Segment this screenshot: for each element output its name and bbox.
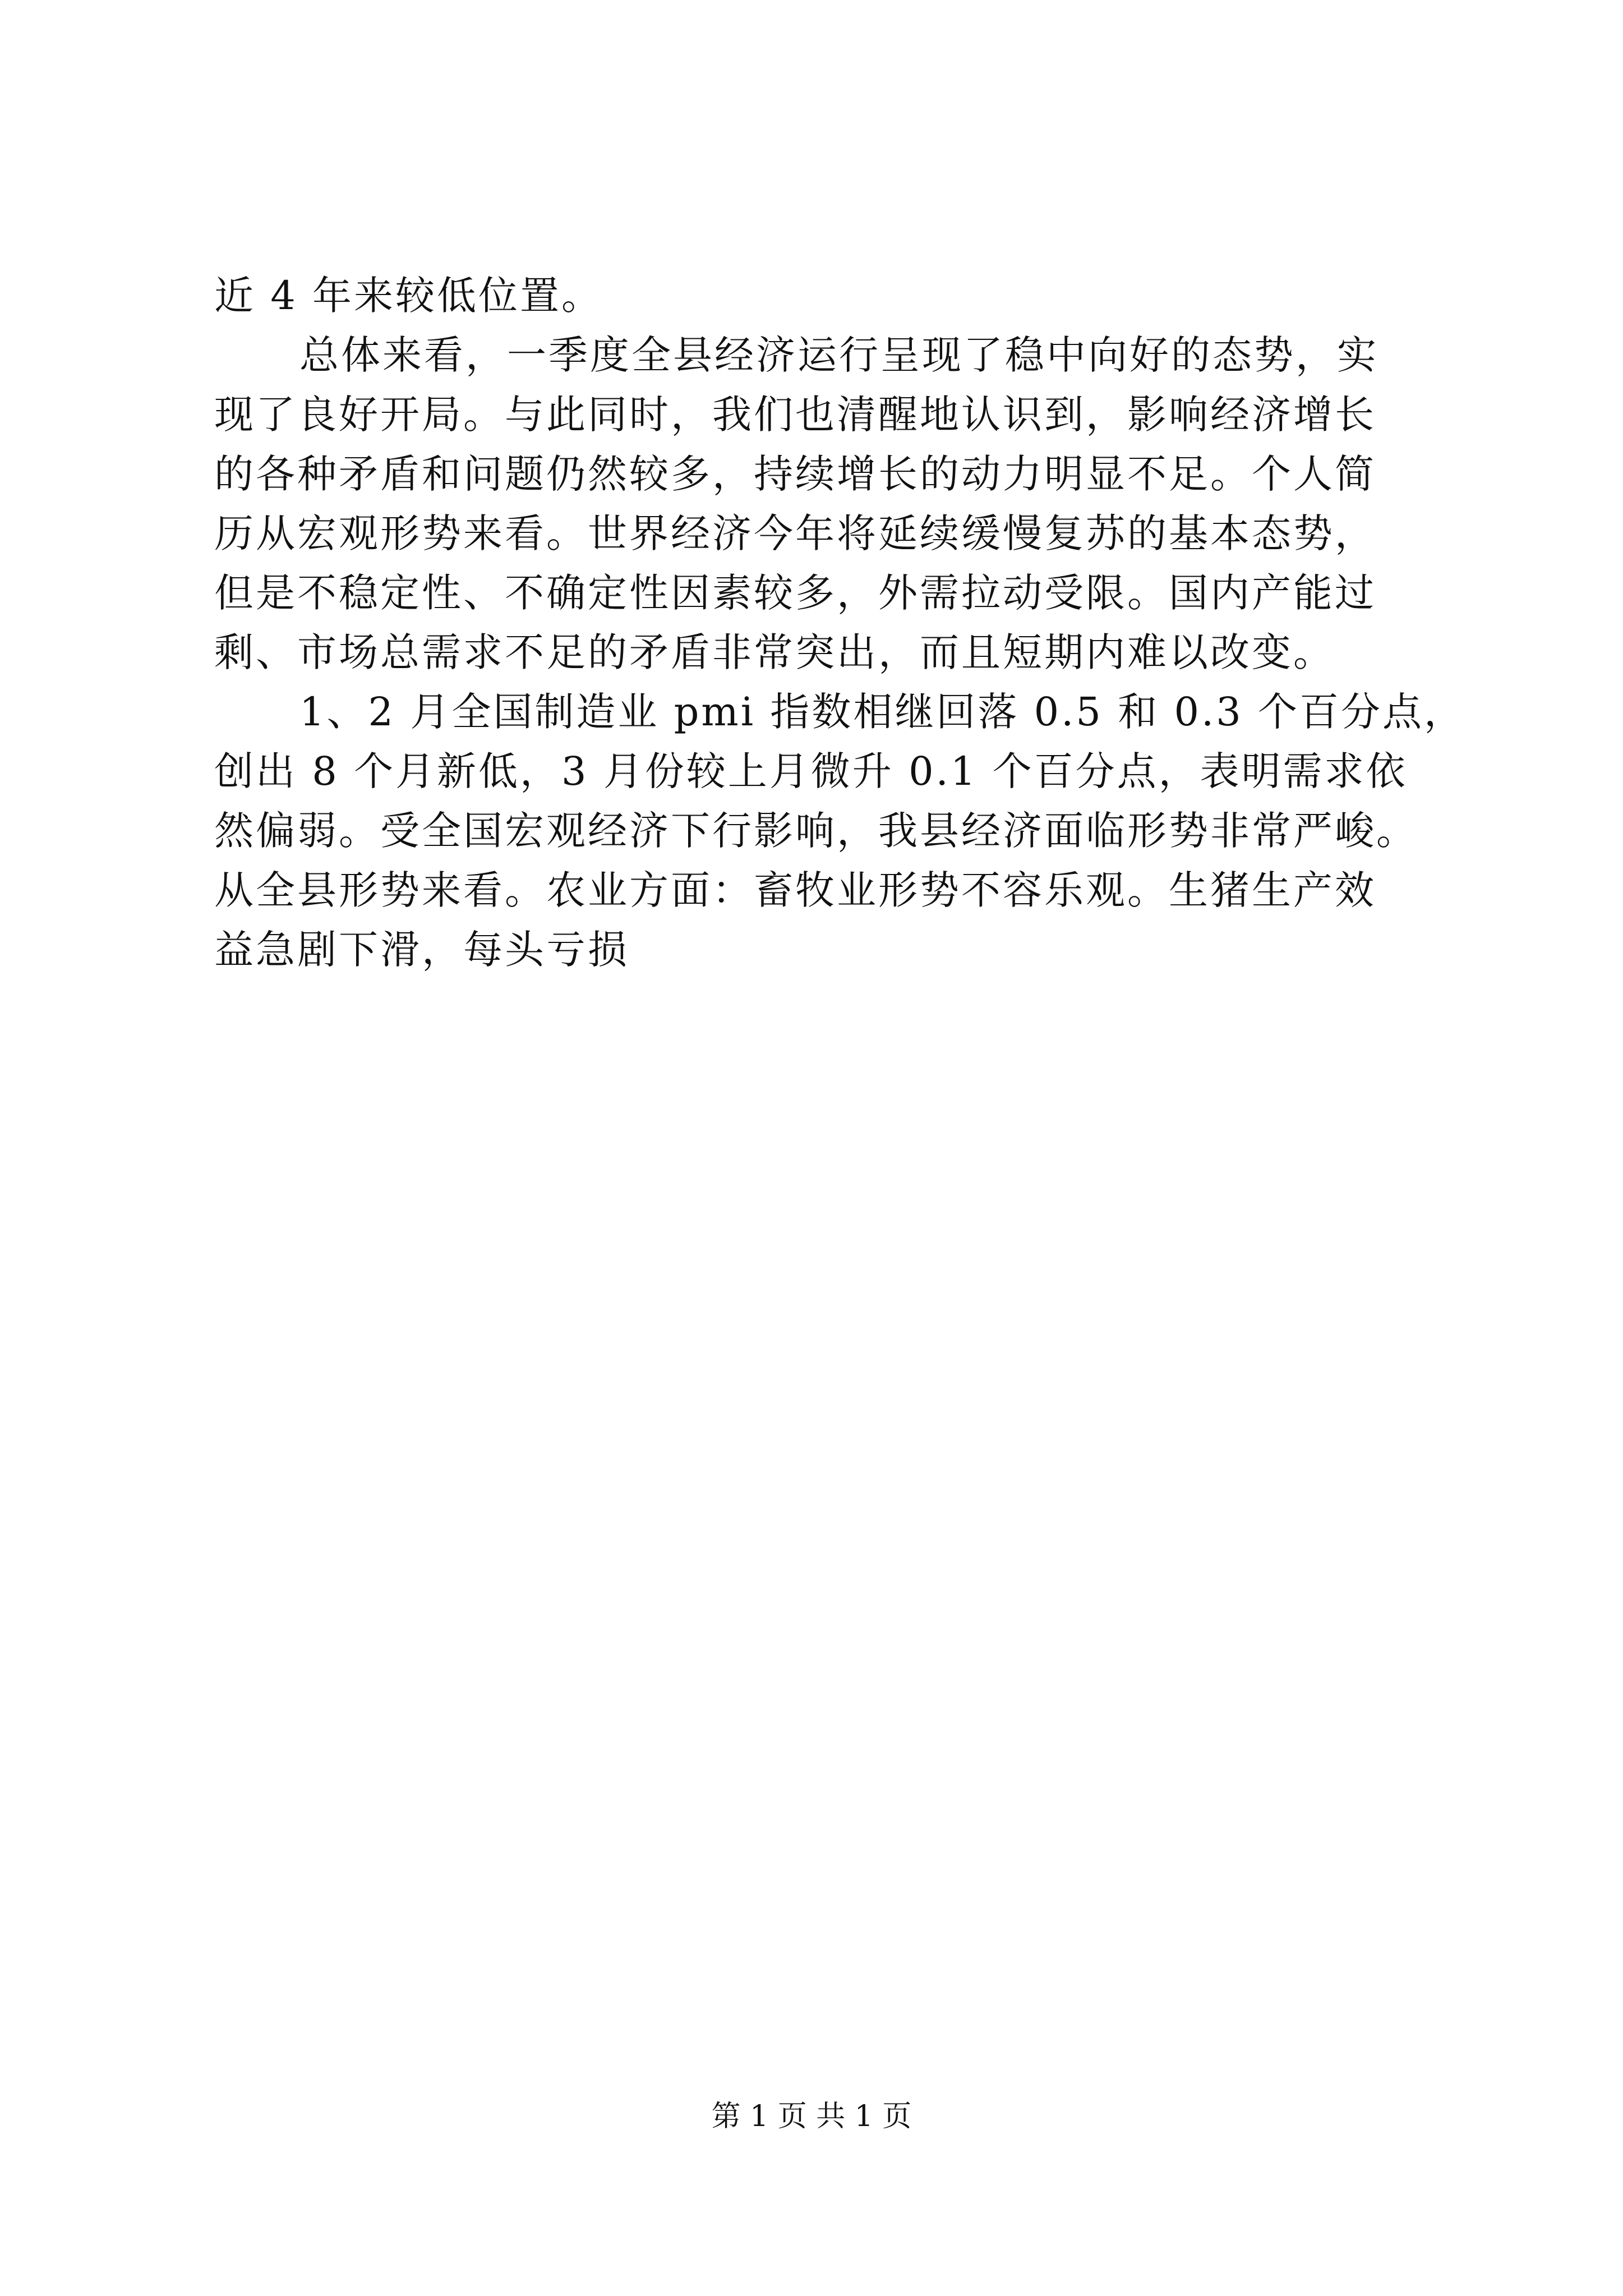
document-body	[214, 266, 1466, 979]
text-line: 的各种矛盾和问题仍然较多，持续增长的动力明显不足。个人简	[214, 451, 1376, 497]
text-line: 创出 8 个月新低，3 月份较上月微升 0.1 个百分点，表明需求依	[214, 748, 1408, 794]
text-line: 益急剧下滑，每头亏损	[214, 927, 629, 973]
text-line: 但是不稳定性、不确定性因素较多，外需拉动受限。国内产能过	[214, 570, 1376, 616]
text-line: 然偏弱。受全国宏观经济下行影响，我县经济面临形势非常严峻。	[214, 808, 1418, 854]
text-line: 1、2 月全国制造业 pmi 指数相继回落 0.5 和 0.3 个百分点，	[299, 689, 1466, 735]
text-line: 总体来看，一季度全县经济运行呈现了稳中向好的态势，实	[299, 332, 1378, 378]
page-footer	[0, 2097, 1623, 2136]
paragraph-2	[214, 325, 1426, 682]
paragraph-1	[214, 266, 1426, 325]
text-line: 历从宏观形势来看。世界经济今年将延续缓慢复苏的基本态势，	[214, 510, 1376, 556]
text-line: 从全县形势来看。农业方面：畜牧业形势不容乐观。生猪生产效	[214, 867, 1376, 913]
page-number-label: 第 1 页 共 1 页	[711, 2100, 912, 2133]
paragraph-3	[214, 682, 1466, 979]
text-line: 近 4 年来较低位置。	[214, 273, 603, 319]
text-line: 现了良好开局。与此同时，我们也清醒地认识到，影响经济增长	[214, 392, 1376, 438]
text-line: 剩、市场总需求不足的矛盾非常突出，而且短期内难以改变。	[214, 629, 1335, 675]
